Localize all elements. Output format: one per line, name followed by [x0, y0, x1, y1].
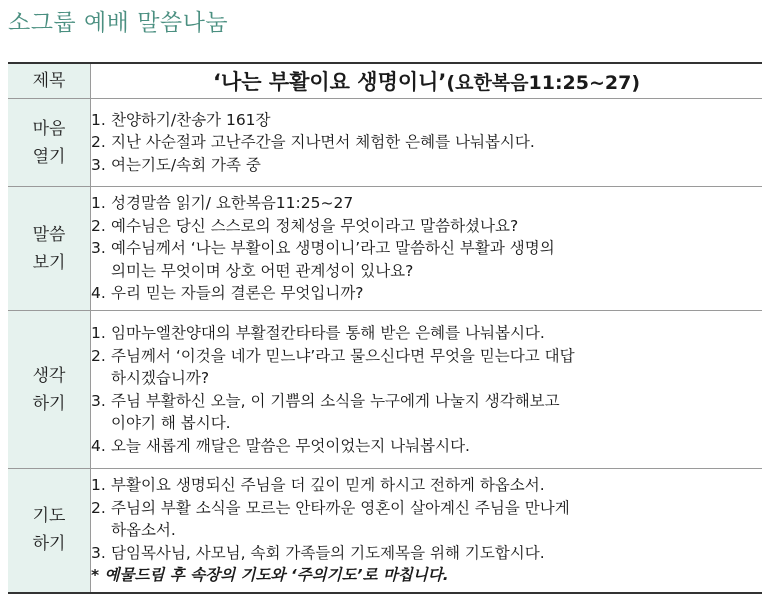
header-label: 제목 — [8, 63, 91, 99]
list-item — [91, 322, 762, 345]
item-text: 찬양하기/찬송가 161장 — [111, 110, 271, 129]
item-number: 2. — [91, 216, 106, 235]
list-item — [91, 131, 762, 154]
item-number: 3. — [91, 391, 106, 410]
item-number: 1. — [91, 324, 106, 342]
list-item — [91, 497, 762, 542]
sermon-title — [91, 63, 763, 99]
section-label — [8, 187, 91, 311]
item-text: 담임목사님, 사모님, 속회 가족들의 기도제목을 위해 기도합시다. — [111, 543, 545, 562]
list-item — [91, 345, 762, 390]
item-text-continued: 하옵소서. — [111, 521, 176, 539]
worship-table — [8, 62, 762, 594]
item-text-continued: 의미는 무엇이며 상호 어떤 관계성이 있나요? — [111, 261, 414, 280]
list-item — [91, 109, 762, 132]
closing-note: * 예물드림 후 속장의 기도와 ‘주의기도’로 마칩니다. — [91, 566, 449, 584]
list-item — [91, 192, 762, 215]
item-text: 지난 사순절과 고난주간을 지나면서 체험한 은혜를 나눠봅시다. — [111, 133, 535, 152]
section-label — [8, 311, 91, 469]
list-item — [91, 282, 762, 305]
section-label-line: 보기 — [32, 252, 66, 273]
item-number: 4. — [91, 284, 106, 303]
section-label-line: 기도 — [32, 506, 66, 527]
item-number: 3. — [91, 155, 106, 174]
item-number: 1. — [91, 194, 106, 213]
section-label — [8, 469, 91, 593]
item-text-continued: 이야기 해 봅시다. — [111, 414, 231, 432]
section-row — [8, 311, 762, 469]
section-content — [91, 187, 763, 311]
section-content — [91, 469, 763, 593]
item-text: 여는기도/속회 가족 중 — [111, 155, 261, 174]
item-text: 오늘 새롭게 깨달은 말씀은 무엇이었는지 나눠봅시다. — [111, 436, 470, 455]
list-item — [91, 215, 762, 238]
section-label-line: 열기 — [32, 146, 66, 167]
item-text: 주님께서 ‘이것을 네가 믿느냐’라고 물으신다면 무엇을 믿는다고 대답 — [111, 346, 575, 365]
item-text-continued: 하시겠습니까? — [111, 369, 210, 387]
list-item — [91, 542, 762, 565]
section-label-line: 마음 — [32, 118, 66, 139]
item-text: 성경말씀 읽기/ 요한복음11:25~27 — [111, 194, 354, 213]
item-number: 3. — [91, 543, 106, 562]
list-item — [91, 154, 762, 177]
header-row — [8, 63, 762, 99]
section-label-line: 하기 — [32, 534, 66, 555]
section-row — [8, 99, 762, 187]
item-number: 2. — [91, 346, 106, 365]
scripture-reference: (요한복음11:25~27) — [446, 72, 641, 94]
item-number: 3. — [91, 239, 106, 258]
list-item — [91, 474, 762, 497]
page-title: 소그룹 예배 말씀나눔 — [8, 10, 229, 36]
item-text: 우리 믿는 자들의 결론은 무엇입니까? — [111, 284, 364, 303]
item-number: 1. — [91, 476, 106, 494]
item-text: 주님의 부활 소식을 모르는 안타까운 영혼이 살아계신 주님을 만나게 — [111, 498, 570, 517]
section-label-line: 하기 — [32, 393, 66, 414]
item-number: 4. — [91, 436, 106, 455]
item-text: 주님 부활하신 오늘, 이 기쁨의 소식을 누구에게 나눌지 생각해보고 — [111, 391, 560, 410]
list-item — [91, 237, 762, 282]
section-content — [91, 311, 763, 469]
section-label — [8, 99, 91, 187]
item-text: 부활이요 생명되신 주님을 더 깊이 믿게 하시고 전하게 하옵소서. — [111, 476, 545, 494]
list-item — [91, 435, 762, 458]
list-item — [91, 390, 762, 435]
section-content — [91, 99, 763, 187]
section-row — [8, 187, 762, 311]
item-number: 1. — [91, 110, 106, 129]
item-text: 예수님께서 ‘나는 부활이요 생명이니’라고 말씀하신 부활과 생명의 — [111, 239, 555, 258]
section-label-line: 말씀 — [32, 224, 66, 245]
item-number: 2. — [91, 498, 106, 517]
item-text: 임마누엘찬양대의 부활절칸타타를 통해 받은 은혜를 나눠봅시다. — [111, 324, 545, 342]
sermon-title-text: ‘나는 부활이요 생명이니’ — [212, 70, 447, 94]
section-label-line: 생각 — [32, 365, 66, 386]
section-row — [8, 469, 762, 593]
item-text: 예수님은 당신 스스로의 정체성을 무엇이라고 말씀하셨나요? — [111, 216, 519, 235]
item-number: 2. — [91, 133, 106, 152]
